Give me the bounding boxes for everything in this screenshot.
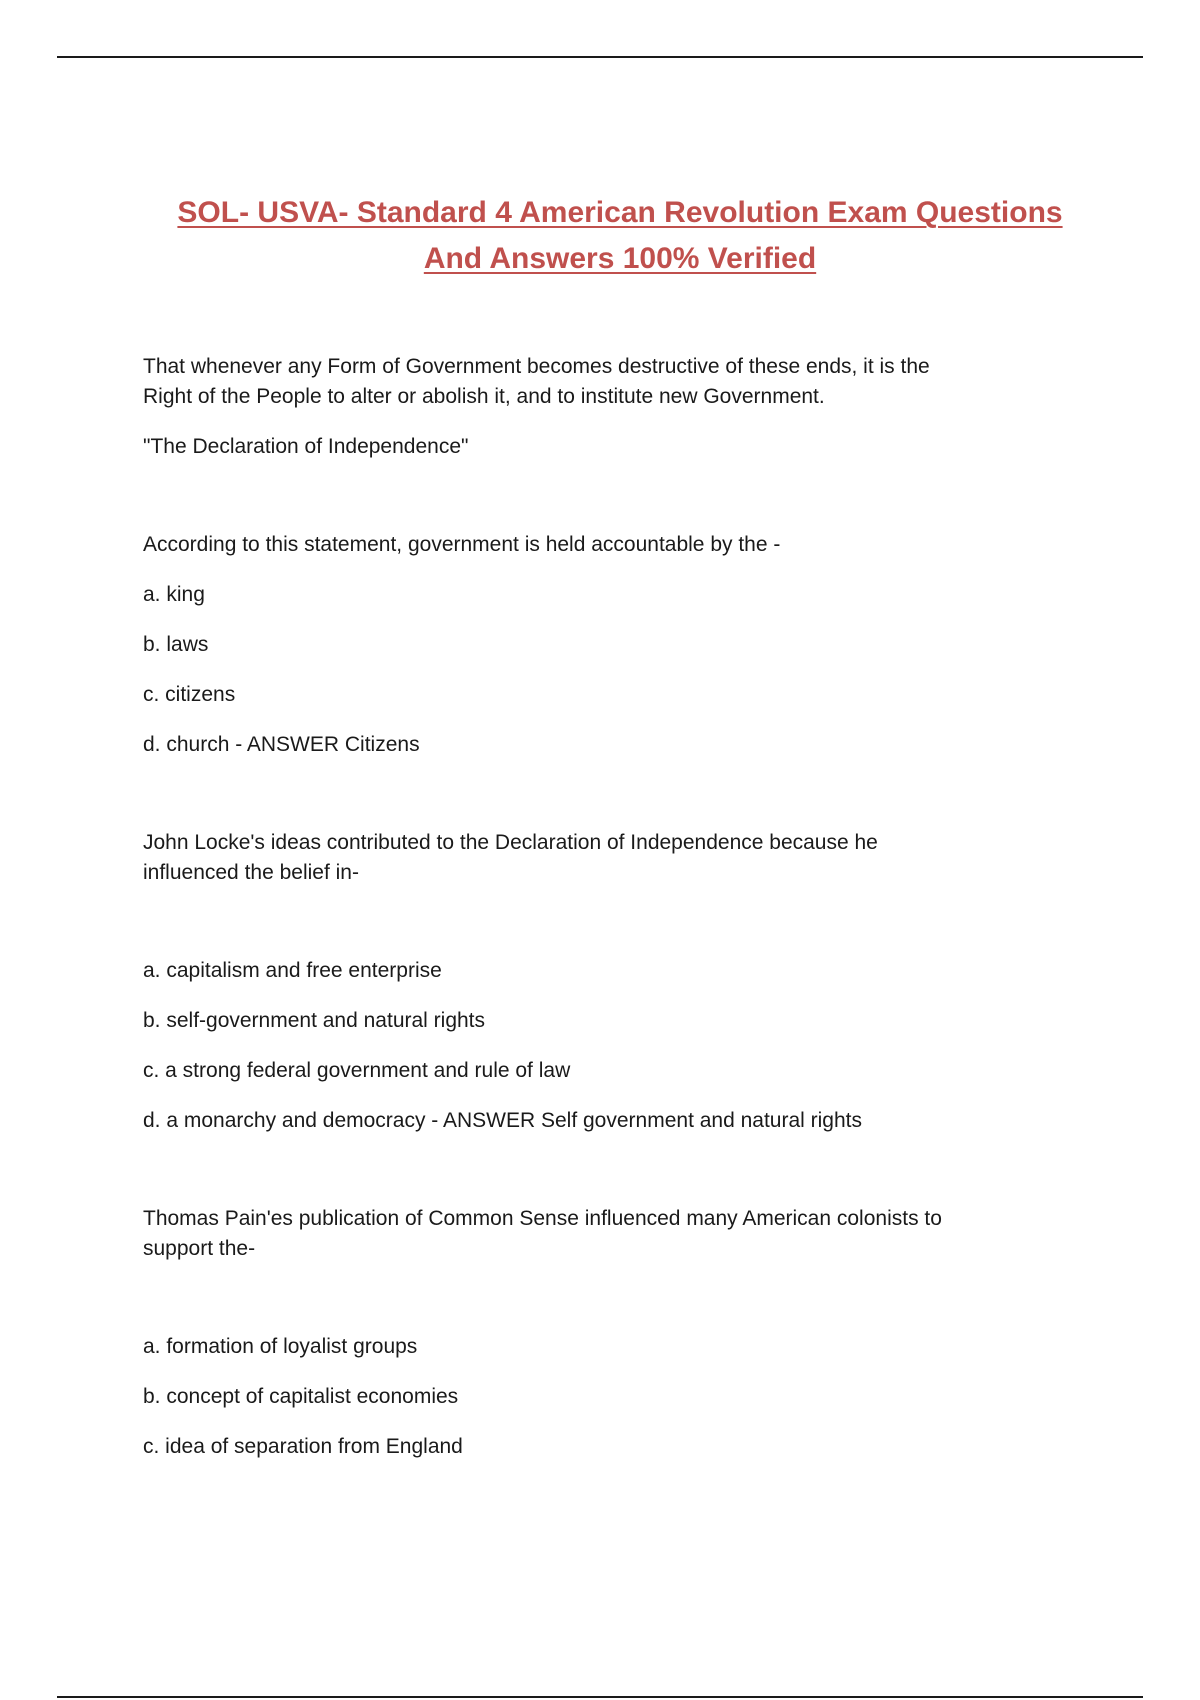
question-3 bbox=[143, 1204, 1083, 1462]
option-b: b. laws bbox=[143, 633, 209, 656]
option-a: a. capitalism and free enterprise bbox=[143, 959, 442, 982]
question-stem-line-2: influenced the belief in- bbox=[143, 861, 359, 884]
option-b: b. concept of capitalist economies bbox=[143, 1385, 459, 1408]
intro-quote-line-2: Right of the People to alter or abolish it, and to institute new Government. bbox=[143, 385, 825, 408]
question-stem-line-1: Thomas Pain'es publication of Common Sense influenced many American colonists to bbox=[143, 1207, 942, 1230]
option-d-answer: d. a monarchy and democracy - ANSWER Self government and natural rights bbox=[143, 1109, 863, 1132]
intro-quote-line-1: That whenever any Form of Government becomes destructive of these ends, it is the bbox=[143, 355, 930, 378]
option-a: a. king bbox=[143, 583, 205, 606]
question-1 bbox=[143, 530, 1083, 760]
option-a: a. formation of loyalist groups bbox=[143, 1335, 418, 1358]
option-c: c. idea of separation from England bbox=[143, 1435, 463, 1458]
top-rule bbox=[57, 56, 1143, 58]
title-line-1: SOL- USVA- Standard 4 American Revolution Exam Questions bbox=[177, 196, 1063, 229]
option-c: c. a strong federal government and rule of law bbox=[143, 1059, 571, 1082]
option-d-answer: d. church - ANSWER Citizens bbox=[143, 733, 420, 756]
document-body bbox=[143, 352, 1083, 1482]
question-2 bbox=[143, 828, 1083, 1136]
question-stem-line-2: support the- bbox=[143, 1237, 256, 1260]
title-line-2: And Answers 100% Verified bbox=[423, 242, 817, 275]
question-stem-line-1: John Locke's ideas contributed to the Declaration of Independence because he bbox=[143, 831, 878, 854]
document-title bbox=[140, 190, 1100, 282]
option-c: c. citizens bbox=[143, 683, 236, 706]
option-b: b. self-government and natural rights bbox=[143, 1009, 486, 1032]
intro-source: "The Declaration of Independence" bbox=[143, 435, 469, 458]
question-stem: According to this statement, government is held accountable by the - bbox=[143, 533, 781, 556]
bottom-rule bbox=[57, 1696, 1143, 1698]
